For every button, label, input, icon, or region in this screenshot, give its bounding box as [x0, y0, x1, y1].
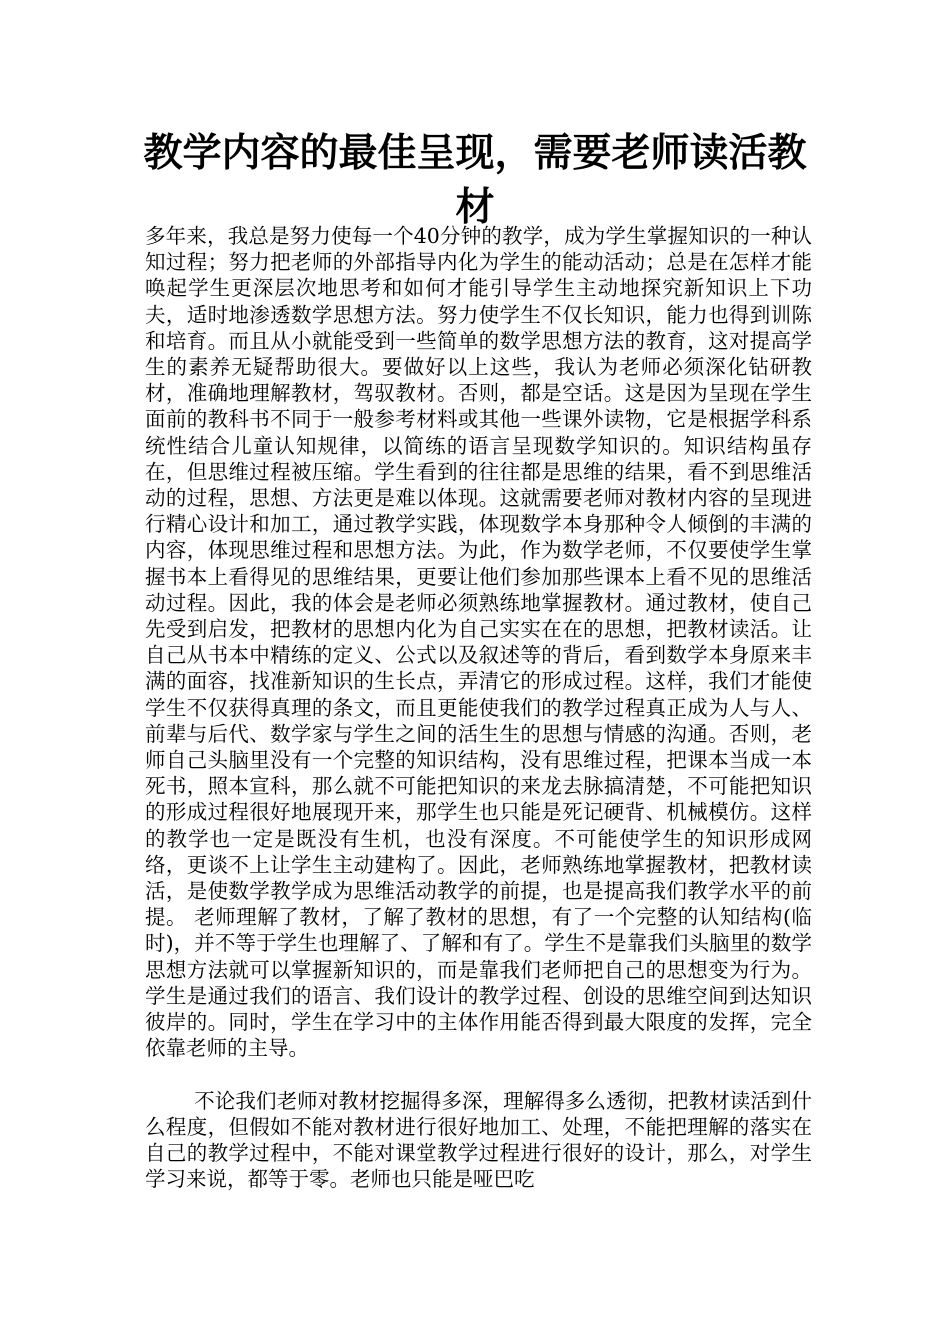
body-paragraph-1: 多年来，我总是努力使每一个40分钟的教学，成为学生掌握知识的一种认知过程；努力把老师的外部指导内化为学生的能动活动；总是在怎样才能唤起学生更深层次地思考和如何才能引导学生主动地探究新知识上下功夫，适时地渗透数学思想方法。努力使学生不仅长知识，能力也得到训陈和培育。而且从小就能受到一些简单的数学思想方法的教育，这对提高学生的素养无疑帮助很大。要做好以上这些，我认为老师必须深化钻研教材，准确地理解教材，驾驭教材。否则，都是空话。这是因为呈现在学生面前的教科书不同于一般参考材料或其他一些课外读物，它是根据学科系统性结合儿童认知规律，以简练的语言呈现数学知识的。知识结构虽存在，但思维过程被压缩。学生看到的往往都是思维的结果，看不到思维活动的过程，思想、方法更是难以体现。这就需要老师对教材内容的呈现进行精心设计和加工，通过教学实践，体现数学本身那种令人倾倒的丰满的内容，体现思维过程和思想方法。为此，作为数学老师，不仅要使学生掌握书本上看得见的思维结果，更要让他们参加那些课本上看不见的思维活动过程。因此，我的体会是老师必须熟练地掌握教材。通过教材，使自己先受到启发，把教材的思想内化为自己实实在在的思想，把教材读活。让自己从书本中精练的定义、公式以及叙述等的背后，看到数学本身原来丰满的面容，找准新知识的生长点，弄清它的形成过程。这样，我们才能使学生不仅获得真理的条文，而且更能使我们的教学过程真正成为人与人、前辈与后代、数学家与学生之间的活生生的思想与情感的沟通。否则，老师自己头脑里没有一个完整的知识结构，没有思维过程，把课本当成一本死书，照本宣科，那么就不可能把知识的来龙去脉搞清楚，不可能把知识的形成过程很好地展现开来，那学生也只能是死记硬背、机械模仿。这样的教学也一定是既没有生机，也没有深度。不可能使学生的知识形成网络，更谈不上让学生主动建构了。因此，老师熟练地掌握教材，把教材读活，是使数学教学成为思维活动教学的前提，也是提高我们教学水平的前提。 老师理解了教材，了解了教材的思想，有了一个完整的认知结构(临时)，并不等于学生也理解了、了解和有了。学生不是靠我们头脑里的数学思想方法就可以掌握新知识的，而是靠我们老师把自己的思想变为行为。学生是通过我们的语言、我们设计的教学过程、创设的思维空间到达知识彼岸的。同时，学生在学习中的主体作用能否得到最大限度的发挥，完全依靠老师的主导。: [145, 224, 812, 1061]
document-title: 教学内容的最佳呈现，需要老师读活教材: [143, 130, 807, 230]
document-body: [145, 223, 812, 1192]
body-paragraph-2: 不论我们老师对教材挖掘得多深，理解得多么透彻，把教材读活到什么程度，但假如不能对教材进行很好地加工、处理，不能把理解的落实在自己的教学过程中，不能对课堂教学过程进行很好的设计，那么，对学生学习来说，都等于零。老师也只能是哑巴吃: [145, 1088, 812, 1192]
